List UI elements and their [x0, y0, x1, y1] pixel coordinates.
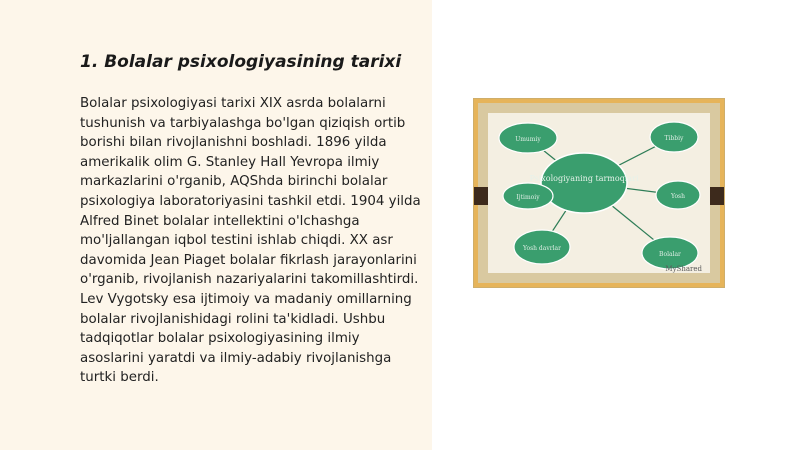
frame-left-tab — [474, 187, 488, 205]
slide-title: 1. Bolalar psixologiyasining tarixi — [80, 52, 402, 72]
center-node-label: Psixologiyaning tarmoqlari — [529, 174, 639, 183]
node-ijtimoiy-label: Ijtimoiy — [516, 194, 540, 201]
node-umumiy-label: Umumiy — [515, 136, 541, 143]
node-tibbiy-label: Tibbiy — [664, 135, 684, 142]
node-bolalar-label: Bolalar — [659, 251, 681, 258]
slide-body-text: Bolalar psixologiyasi tarixi XIX asrda bolalarni tushunish va tarbiyalashga bo'lgan qiziqish ortib borishi bilan rivojlanishni boshladi. 1896 yilda amerikalik olim G. Stanley Hall Yevropa ilmiy markazlarini o'rganib, AQShda birinchi bolalar psixologiya laboratoriyasini tashkil etdi. 1904 yilda Alfred Binet bolalar intellektini o'lchashga mo'ljallangan iqbol testini ishlab chiqdi. XX asr davomida Jean Piaget bolalar fikrlash jarayonlarini o'rganib, rivojlanish nazariyalarini takomillashtirdi. Lev Vygotsky esa ijtimoiy va madaniy omillarning bolalar rivojlanishidagi rolini ta'kidladi. Ushbu tadqiqotlar bolalar psixologiyasining ilmiy asoslarini yaratdi va ilmiy-adabiy rivojlanishga turtki berdi. — [80, 96, 421, 386]
diagram-canvas — [488, 113, 710, 273]
watermark: MyShared — [665, 265, 702, 273]
frame-right-tab — [710, 187, 724, 205]
center-node — [541, 153, 627, 213]
node-yosh-label: Yosh — [671, 193, 685, 200]
node-yosh-davrlar-label: Yosh davrlar — [523, 245, 561, 252]
diagram-image — [474, 99, 724, 287]
mindmap-diagram — [488, 113, 710, 273]
